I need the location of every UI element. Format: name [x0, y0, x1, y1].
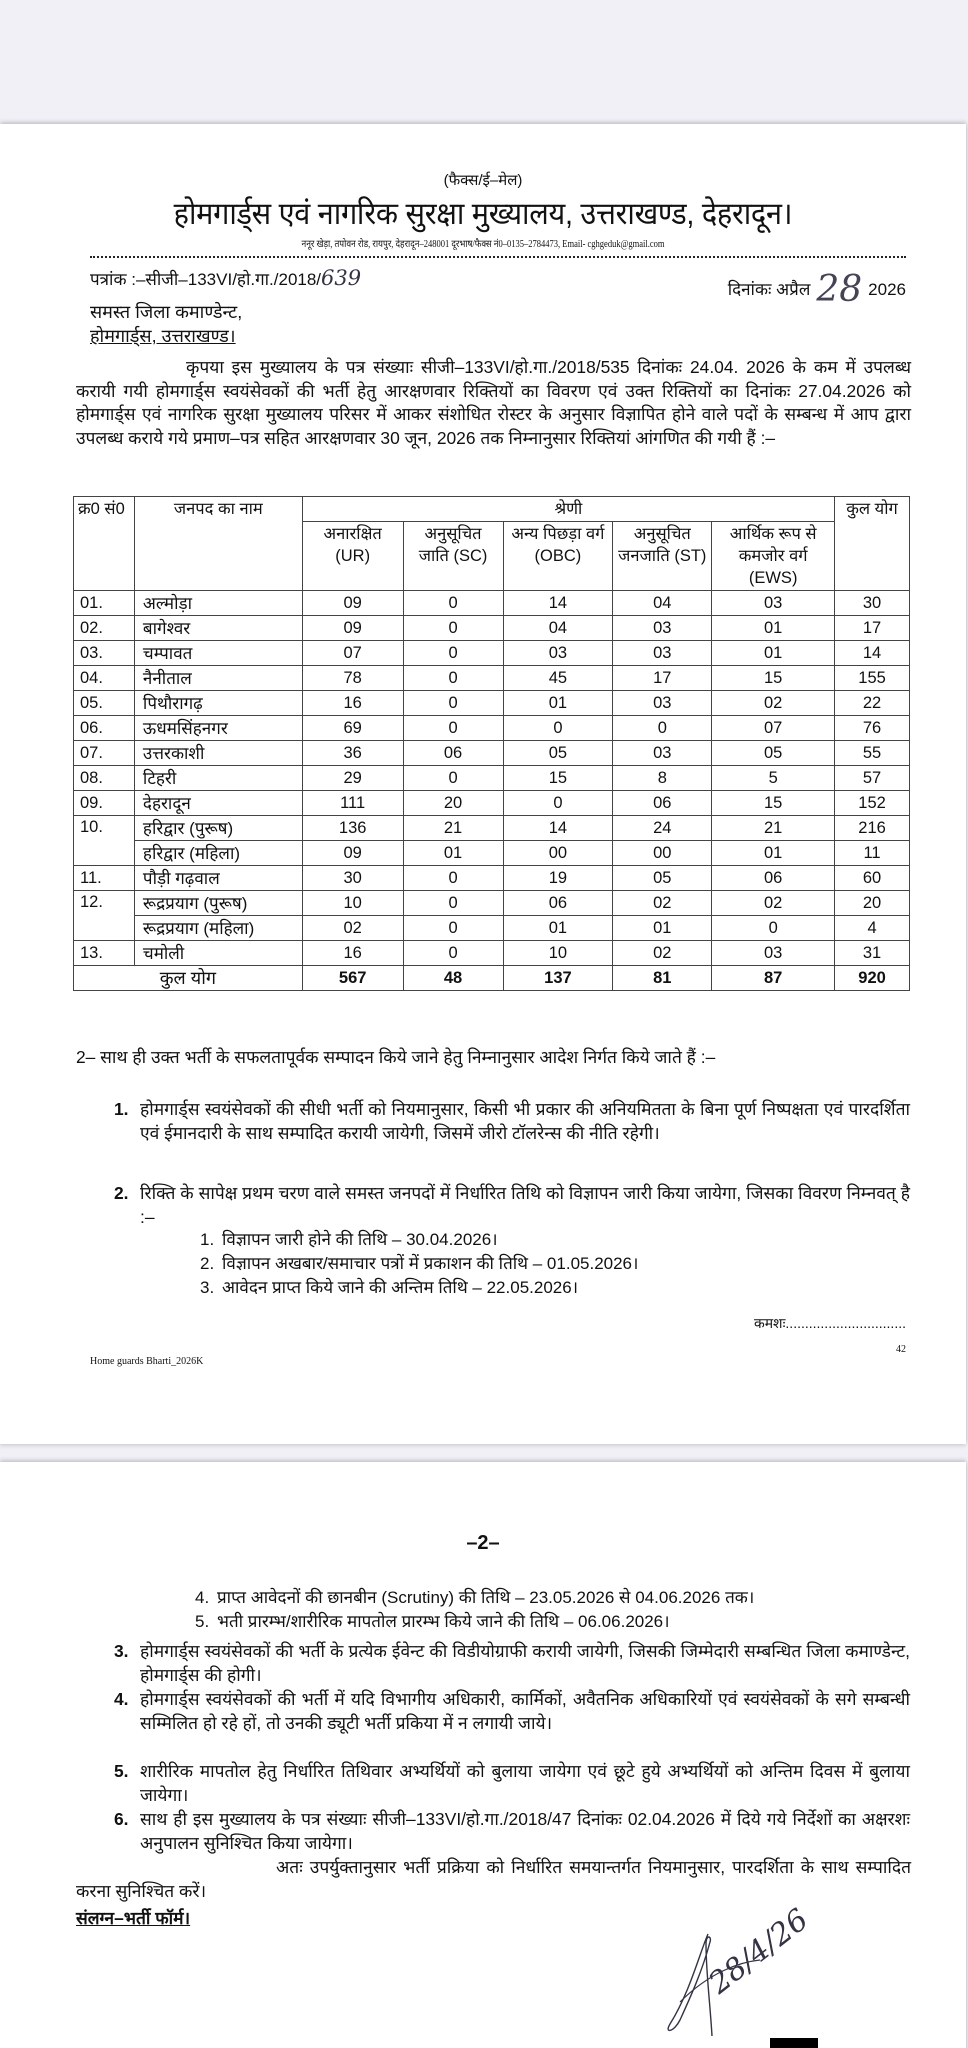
header-total: कुल योग: [835, 497, 910, 591]
cell-st: 24: [613, 816, 712, 841]
header-ews: आर्थिक रूप से कमजोर वर्ग (EWS): [712, 522, 835, 591]
table-row: [74, 691, 910, 716]
table-row: [74, 866, 910, 891]
cell-total: 4: [835, 916, 910, 941]
header-sc: अनुसूचित जाति (SC): [403, 522, 503, 591]
cell-sno: 07.: [74, 741, 135, 766]
cell-ur: 16: [302, 691, 403, 716]
item-text: रिक्ति के सापेक्ष प्रथम चरण वाले समस्त जनपदों में निर्धारित तिथि को विज्ञापन जारी किया जायेगा, जिसका विवरण निम्नवत् है :–: [140, 1183, 910, 1227]
date-handwritten-day: 28: [816, 269, 863, 310]
date-year: 2026: [868, 280, 906, 299]
schedule-item: [200, 1228, 638, 1252]
cell-ur: 78: [302, 666, 403, 691]
cell-sc: 0: [403, 916, 503, 941]
item-text: होमगार्ड्स स्वयंसेवकों की भर्ती के प्रत्येक ईवेन्ट की विडीयोग्राफी करायी जायेगी, जिसकी जिम्मेदारी सम्बन्धित जिला कमाण्डेन्ट, होमगार्ड्स की होगी।: [140, 1641, 911, 1685]
cell-sc: 0: [403, 616, 503, 641]
total-st: 81: [613, 966, 712, 991]
cell-obc: 19: [503, 866, 613, 891]
header-obc: अन्य पिछड़ा वर्ग (OBC): [503, 522, 613, 591]
cell-sno: 05.: [74, 691, 135, 716]
cell-st: 0: [613, 716, 712, 741]
cell-ews: 21: [712, 816, 835, 841]
cell-ews: 02: [712, 891, 835, 916]
cell-sc: 0: [403, 691, 503, 716]
cell-total: 216: [835, 816, 910, 841]
table-row: [74, 841, 910, 866]
item-number: 4.: [114, 1689, 129, 1709]
sub-item-number: 4.: [195, 1588, 210, 1607]
item-text: होमगार्ड्स स्वयंसेवकों की सीधी भर्ती को नियमानुसार, किसी भी प्रकार की अनियमितता के बिना पूर्ण निष्पक्षता एवं पारदर्शिता एवं ईमानदारी के साथ सम्पादित करायी जायेगी, जिसमें जीरो टॉलरेन्स की नीति रहेगी।: [140, 1099, 910, 1143]
table-row: [74, 591, 910, 616]
header-category-group: श्रेणी: [302, 497, 834, 522]
cell-obc: 14: [503, 591, 613, 616]
item-number: 6.: [114, 1809, 129, 1829]
total-sc: 48: [403, 966, 503, 991]
order-item-4: [114, 1688, 910, 1735]
cell-ews: 01: [712, 616, 835, 641]
sub-item-text: भती प्रारम्भ/शारीरिक मापतोल प्रारम्भ किये जाने की तिथि – 06.06.2026।: [217, 1612, 670, 1631]
redaction-block: [770, 2038, 818, 2048]
schedule-list-continued: [195, 1586, 754, 1634]
cell-ur: 16: [302, 941, 403, 966]
cell-sno: 04.: [74, 666, 135, 691]
page-2-marker: –2–: [466, 1532, 500, 1554]
cell-sc: 0: [403, 941, 503, 966]
cell-ews: 01: [712, 841, 835, 866]
cell-sno: 06.: [74, 716, 135, 741]
cell-sno: 01.: [74, 591, 135, 616]
cell-ews: 0: [712, 916, 835, 941]
cell-district: चम्पावत: [134, 641, 302, 666]
cell-total: 57: [835, 766, 910, 791]
cell-sc: 0: [403, 866, 503, 891]
table-row: [74, 716, 910, 741]
total-ews: 87: [712, 966, 835, 991]
cell-sno: 09.: [74, 791, 135, 816]
cell-district: रूद्रप्रयाग (पुरूष): [134, 891, 302, 916]
cell-district: पिथौरागढ़: [134, 691, 302, 716]
cell-total: 20: [835, 891, 910, 916]
cell-obc: 04: [503, 616, 613, 641]
cell-st: 04: [613, 591, 712, 616]
cell-st: 06: [613, 791, 712, 816]
cell-ur: 111: [302, 791, 403, 816]
table-row: [74, 766, 910, 791]
cell-obc: 45: [503, 666, 613, 691]
fax-email-label: (फैक्स/ई–मेल): [443, 172, 523, 189]
cell-sno: 03.: [74, 641, 135, 666]
cell-district: रूद्रप्रयाग (महिला): [134, 916, 302, 941]
document-page-1: [0, 124, 966, 1444]
cell-sno: 08.: [74, 766, 135, 791]
table-row: [74, 941, 910, 966]
table-row: [74, 791, 910, 816]
cell-district: पौड़ी गढ़वाल: [134, 866, 302, 891]
header-divider: [90, 256, 906, 258]
cell-total: 155: [835, 666, 910, 691]
sub-item-number: 3.: [200, 1278, 215, 1297]
cell-obc: 10: [503, 941, 613, 966]
sub-item-text: विज्ञापन जारी होने की तिथि – 30.04.2026।: [222, 1230, 498, 1249]
cell-district: ऊधमसिंहनगर: [134, 716, 302, 741]
date-prefix: दिनांकः अप्रैल: [727, 280, 811, 299]
total-label: कुल योग: [74, 966, 303, 991]
cell-ur: 02: [302, 916, 403, 941]
cell-sc: 0: [403, 641, 503, 666]
cell-district: देहरादून: [134, 791, 302, 816]
table-row: [74, 666, 910, 691]
cell-total: 76: [835, 716, 910, 741]
cell-total: 55: [835, 741, 910, 766]
item-text: शारीरिक मापतोल हेतु निर्धारित तिथिवार अभ्यर्थियों को बुलाया जायेगा एवं छूटे हुये अभ्यर्थियों को अन्तिम दिवस में बुलाया जायेगा।: [140, 1761, 910, 1805]
cell-ur: 29: [302, 766, 403, 791]
cell-district: हरिद्वार (महिला): [134, 841, 302, 866]
cell-total: 14: [835, 641, 910, 666]
cell-ews: 03: [712, 591, 835, 616]
header-serial-number: क्र0 सं0: [74, 497, 135, 591]
cell-obc: 05: [503, 741, 613, 766]
cell-total: 152: [835, 791, 910, 816]
table-row: [74, 616, 910, 641]
cell-sno: 11.: [74, 866, 135, 891]
sub-item-number: 2.: [200, 1254, 215, 1273]
cell-total: 30: [835, 591, 910, 616]
cell-obc: 14: [503, 816, 613, 841]
item-text: साथ ही इस मुख्यालय के पत्र संख्याः सीजी–133VI/हो.गा./2018/47 दिनांकः 02.04.2026 में दिये गये निर्देशों का अक्षरशः अनुपालन सुनिश्चित किया जायेगा।: [140, 1809, 910, 1853]
cell-obc: 01: [503, 691, 613, 716]
schedule-item: [200, 1276, 638, 1300]
cell-st: 02: [613, 891, 712, 916]
cell-obc: 00: [503, 841, 613, 866]
schedule-item: [200, 1252, 638, 1276]
total-obc: 137: [503, 966, 613, 991]
cell-ur: 36: [302, 741, 403, 766]
organization-address: ननूर खेड़ा, तपोवन रोड, रायपुर, देहरादून–248001 दूरभाष/फैक्स नं0–0135–2784473, Email- cghgeduk@gmail.com: [301, 239, 665, 250]
cell-sno: 12.: [74, 891, 135, 941]
cell-ews: 15: [712, 666, 835, 691]
header-st: अनुसूचित जनजाति (ST): [613, 522, 712, 591]
cell-ews: 02: [712, 691, 835, 716]
table-row: [74, 641, 910, 666]
document-page-2: [0, 1462, 966, 2048]
schedule-list: [200, 1228, 638, 1300]
sub-item-number: 1.: [200, 1230, 215, 1249]
cell-district: नैनीताल: [134, 666, 302, 691]
cell-obc: 0: [503, 791, 613, 816]
cell-sno: 13.: [74, 941, 135, 966]
cell-sc: 0: [403, 591, 503, 616]
enclosure-note: संलग्न–भर्ती फॉर्म।: [76, 1908, 191, 1928]
order-item-5: [114, 1760, 910, 1807]
item-number: 3.: [114, 1641, 129, 1661]
cell-ews: 15: [712, 791, 835, 816]
order-item-3: [114, 1640, 911, 1687]
cell-obc: 06: [503, 891, 613, 916]
table-row: [74, 891, 910, 916]
cell-sc: 0: [403, 716, 503, 741]
letter-reference: [90, 266, 361, 290]
table-row: [74, 816, 910, 841]
cell-ews: 01: [712, 641, 835, 666]
cell-ur: 69: [302, 716, 403, 741]
cell-ur: 09: [302, 841, 403, 866]
cell-sc: 21: [403, 816, 503, 841]
cell-ur: 30: [302, 866, 403, 891]
cell-ews: 03: [712, 941, 835, 966]
cell-sc: 0: [403, 766, 503, 791]
cell-st: 05: [613, 866, 712, 891]
cell-st: 17: [613, 666, 712, 691]
total-ur: 567: [302, 966, 403, 991]
cell-total: 60: [835, 866, 910, 891]
cell-sc: 20: [403, 791, 503, 816]
sub-item-text: विज्ञापन अखबार/समाचार पत्रों में प्रकाशन की तिथि – 01.05.2026।: [222, 1254, 639, 1273]
cell-total: 17: [835, 616, 910, 641]
cell-st: 00: [613, 841, 712, 866]
addressee-line-1: समस्त जिला कमाण्डेन्ट,: [90, 302, 243, 322]
intro-paragraph: कृपया इस मुख्यालय के पत्र संख्याः सीजी–133VI/हो.गा./2018/535 दिनांकः 24.04. 2026 के कम में उपलब्ध करायी गयी होमगार्ड्स स्वयंसेवकों की भर्ती हेतु आरक्षणवार रिक्तियों का विवरण एवं उक्त रिक्तियों का दिनांकः 27.04.2026 को होमगार्ड्स एवं नागरिक सुरक्षा मुख्यालय परिसर में आकर संशोधित रोस्टर के अनुसार विज्ञापित होने वाले पदों के सम्बन्ध में आप द्वारा उपलब्ध कराये गये प्रमाण–पत्र सहित आरक्षणवार 30 जून, 2026 तक निम्नानुसार रिक्तियां आंगणित की गयी हैं :–: [76, 357, 911, 448]
order-item-1: [114, 1098, 910, 1145]
table-row: [74, 741, 910, 766]
schedule-item: [195, 1586, 754, 1610]
cell-ur: 09: [302, 591, 403, 616]
cell-ews: 07: [712, 716, 835, 741]
sub-item-text: प्राप्त आवेदनों की छानबीन (Scrutiny) की तिथि – 23.05.2026 से 04.06.2026 तक।: [217, 1588, 755, 1607]
cell-ews: 05: [712, 741, 835, 766]
header-district-name: जनपद का नाम: [134, 497, 302, 591]
cell-sc: 01: [403, 841, 503, 866]
closing-paragraph: अतः उपर्युक्तानुसार भर्ती प्रक्रिया को निर्धारित समयान्तर्गत नियमानुसार, पारदर्शिता के साथ सम्पादित करना सुनिश्चित करें।: [76, 1857, 911, 1901]
signature-date: 28/4/26: [702, 1902, 816, 2001]
signature: [650, 1902, 830, 2047]
cell-st: 03: [613, 691, 712, 716]
cell-ews: 5: [712, 766, 835, 791]
cell-district: टिहरी: [134, 766, 302, 791]
cell-st: 03: [613, 616, 712, 641]
vacancy-table: [73, 496, 910, 991]
cell-st: 03: [613, 641, 712, 666]
reference-prefix: पत्रांक :–सीजी–133VI/हो.गा./2018/: [90, 270, 322, 289]
cell-sc: 06: [403, 741, 503, 766]
cell-sc: 0: [403, 891, 503, 916]
cell-district: हरिद्वार (पुरूष): [134, 816, 302, 841]
cell-st: 03: [613, 741, 712, 766]
cell-sno: 02.: [74, 616, 135, 641]
cell-st: 8: [613, 766, 712, 791]
cell-obc: 15: [503, 766, 613, 791]
item-number: 5.: [114, 1761, 129, 1781]
cell-total: 22: [835, 691, 910, 716]
order-intro-paragraph: 2– साथ ही उक्त भर्ती के सफलतापूर्वक सम्पादन किये जाने हेतु निम्नानुसार आदेश निर्गत किये जाते हैं :–: [76, 1047, 716, 1067]
organization-title: होमगार्ड्स एवं नागरिक सुरक्षा मुख्यालय, उत्तराखण्ड, देहरादून।: [173, 196, 793, 231]
table-total-row: [74, 966, 910, 991]
table-row: [74, 916, 910, 941]
continued-marker: कमशः...............................: [753, 1315, 906, 1331]
item-text: होमगार्ड्स स्वयंसेवकों की भर्ती में यदि विभागीय अधिकारी, कार्मिकों, अवैतनिक अधिकारियों एवं स्वयंसेवकों के सगे सम्बन्धी सम्मिलित हो रहे हों, तो उनकी ड्यूटी भर्ती प्रकिया में न लगायी जाये।: [140, 1689, 910, 1733]
cell-obc: 03: [503, 641, 613, 666]
cell-ur: 07: [302, 641, 403, 666]
sub-item-text: आवेदन प्राप्त किये जाने की अन्तिम तिथि – 22.05.2026।: [222, 1278, 579, 1297]
addressee-line-2: होमगार्ड्स, उत्तराखण्ड।: [90, 326, 236, 346]
cell-district: बागेश्वर: [134, 616, 302, 641]
cell-district: उत्तरकाशी: [134, 741, 302, 766]
letter-date: [727, 266, 906, 310]
cell-obc: 0: [503, 716, 613, 741]
cell-total: 11: [835, 841, 910, 866]
cell-ews: 06: [712, 866, 835, 891]
cell-st: 02: [613, 941, 712, 966]
cell-sc: 0: [403, 666, 503, 691]
cell-obc: 01: [503, 916, 613, 941]
cell-st: 01: [613, 916, 712, 941]
cell-sno: 10.: [74, 816, 135, 866]
reference-handwritten-number: 639: [321, 266, 362, 290]
item-number: 1.: [114, 1099, 129, 1119]
order-item-6: [114, 1808, 910, 1855]
order-item-2: [114, 1182, 910, 1229]
footer-file-code: Home guards Bharti_2026K: [90, 1356, 204, 1367]
page-number: 42: [896, 1344, 906, 1355]
cell-total: 31: [835, 941, 910, 966]
cell-ur: 136: [302, 816, 403, 841]
total-grand: 920: [835, 966, 910, 991]
schedule-item: [195, 1610, 754, 1634]
cell-ur: 10: [302, 891, 403, 916]
cell-district: अल्मोड़ा: [134, 591, 302, 616]
item-number: 2.: [114, 1183, 129, 1203]
header-ur: अनारक्षित (UR): [302, 522, 403, 591]
cell-ur: 09: [302, 616, 403, 641]
cell-district: चमोली: [134, 941, 302, 966]
sub-item-number: 5.: [195, 1612, 210, 1631]
